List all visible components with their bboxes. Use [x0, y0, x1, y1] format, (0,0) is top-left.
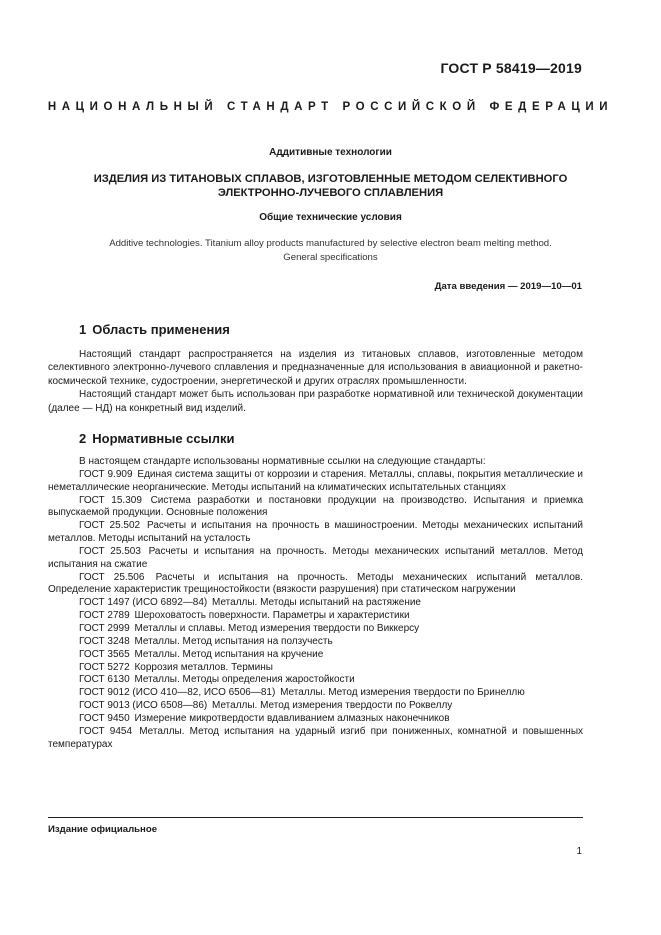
document-number: ГОСТ Р 58419—2019 [440, 60, 582, 76]
reference-code: ГОСТ 9012 (ИСО 410—82, ИСО 6506—81) [79, 687, 276, 699]
reference-title: Металлы. Метод испытания на кручение [134, 648, 324, 660]
reference-code: ГОСТ 2789 [79, 610, 130, 622]
main-title [60, 172, 601, 200]
section-1-title: Область применения [92, 322, 230, 337]
references-intro: В настоящем стандарте использованы нормативные ссылки на следующие стандарты: [79, 456, 486, 467]
reference-code: ГОСТ 1497 (ИСО 6892—84) [79, 597, 208, 609]
section-2-heading [79, 431, 234, 446]
reference-item [48, 726, 583, 752]
section-1-heading [79, 322, 230, 337]
reference-title: Система разработки и постановки продукции на производство. Испытания и приемка выпускаемой продукции. Основные положения [48, 494, 584, 519]
reference-code: ГОСТ 6130 [79, 674, 130, 686]
reference-code: ГОСТ 9454 [79, 725, 133, 737]
main-title-line-1: ИЗДЕЛИЯ ИЗ ТИТАНОВЫХ СПЛАВОВ, ИЗГОТОВЛЕННЫЕ МЕТОДОМ СЕЛЕКТИВНОГО [93, 173, 568, 185]
reference-code: ГОСТ 9450 [79, 712, 130, 724]
reference-item [48, 687, 583, 700]
reference-title: Расчеты и испытания на прочность. Методы механических испытаний металлов. Метод испытания на сжатие [48, 545, 583, 570]
page-number: 1 [576, 846, 582, 857]
reference-code: ГОСТ 15.309 [79, 494, 142, 506]
normative-references-list [48, 456, 583, 751]
reference-title: Расчеты и испытания на прочность в машиностроении. Методы механических испытаний металлов. Методы испытаний на усталость [48, 520, 584, 545]
reference-code: ГОСТ 9.909 [79, 468, 133, 480]
reference-item [48, 520, 583, 546]
section-1-number: 1 [79, 322, 87, 337]
reference-item [48, 597, 583, 610]
reference-title: Металлы. Метод измерения твердости по Бринеллю [280, 687, 525, 699]
reference-code: ГОСТ 25.506 [79, 571, 145, 583]
reference-item [48, 469, 583, 495]
reference-item [48, 700, 583, 713]
reference-code: ГОСТ 9013 (ИСО 6508—86) [79, 700, 208, 712]
reference-item [48, 713, 583, 726]
section-2-number: 2 [79, 431, 87, 446]
reference-code: ГОСТ 25.502 [79, 520, 141, 532]
reference-title: Металлы. Методы определения жаростойкости [134, 674, 355, 686]
reference-title: Расчеты и испытания на прочность. Методы механических испытаний металлов. Определение характеристик трещиностойкости (вязкости разрушения) при статическом нагружении [48, 571, 583, 596]
reference-title: Измерение микротвердости вдавливанием алмазных наконечников [134, 712, 450, 724]
reference-title: Шероховатость поверхности. Параметры и характеристики [134, 610, 410, 622]
reference-item [48, 674, 583, 687]
reference-code: ГОСТ 25.503 [79, 545, 141, 557]
section-1-paragraph: Настоящий стандарт может быть использован при разработке нормативной или технической документации (далее — НД) на конкретный вид изделий. [48, 389, 583, 414]
introduction-date: Дата введения — 2019—10—01 [434, 281, 582, 292]
english-title-line-2: General specifications [283, 252, 378, 263]
national-standard-heading: НАЦИОНАЛЬНЫЙ СТАНДАРТ РОССИЙСКОЙ ФЕДЕРАЦИИ [47, 101, 614, 113]
reference-title: Металлы и сплавы. Метод измерения твердости по Виккерсу [134, 622, 420, 634]
reference-code: ГОСТ 3565 [79, 648, 130, 660]
reference-item [48, 610, 583, 623]
section-1-paragraph: Настоящий стандарт распространяется на изделия из титановых сплавов, изготовленные методом селективного электронно-лучевого сплавления и предназначенные для использования в авиационной и ракетно-космической технике, судостроении, энергетической и других отраслях промышленности. [48, 349, 583, 387]
main-title-line-2: ЭЛЕКТРОННО-ЛУЧЕВОГО СПЛАВЛЕНИЯ [217, 187, 444, 199]
reference-code: ГОСТ 5272 [79, 661, 130, 673]
reference-code: ГОСТ 3248 [79, 635, 130, 647]
reference-item [48, 662, 583, 675]
official-edition-label: Издание официальное [48, 824, 158, 835]
reference-title: Коррозия металлов. Термины [134, 661, 273, 673]
reference-title: Металлы. Методы испытаний на растяжение [212, 597, 421, 609]
reference-item [48, 636, 583, 649]
reference-item [48, 572, 583, 598]
reference-title: Металлы. Метод измерения твердости по Роквеллу [212, 700, 453, 712]
reference-title: Металлы. Метод испытания на ползучесть [134, 635, 333, 647]
english-title-line-1: Additive technologies. Titanium alloy products manufactured by selective electron beam melting method. [109, 238, 552, 249]
reference-item [48, 546, 583, 572]
reference-item [48, 649, 583, 662]
section-1-body [48, 348, 583, 415]
reference-title: Единая система защиты от коррозии и старения. Металлы, сплавы, покрытия металлические и неметаллические неорганические. Методы испытаний на климатических испытательных станциях [48, 468, 584, 493]
section-2-title: Нормативные ссылки [92, 431, 235, 446]
reference-item [48, 623, 583, 636]
references-container [48, 469, 583, 752]
reference-title: Металлы. Метод испытания на ударный изгиб при пониженных, комнатной и повышенных температурах [48, 725, 584, 750]
subtitle: Общие технические условия [259, 212, 402, 223]
reference-code: ГОСТ 2999 [79, 622, 130, 634]
reference-item [48, 495, 583, 521]
english-title [60, 237, 601, 265]
footer-divider [48, 817, 583, 818]
category-title: Аддитивные технологии [269, 147, 392, 158]
